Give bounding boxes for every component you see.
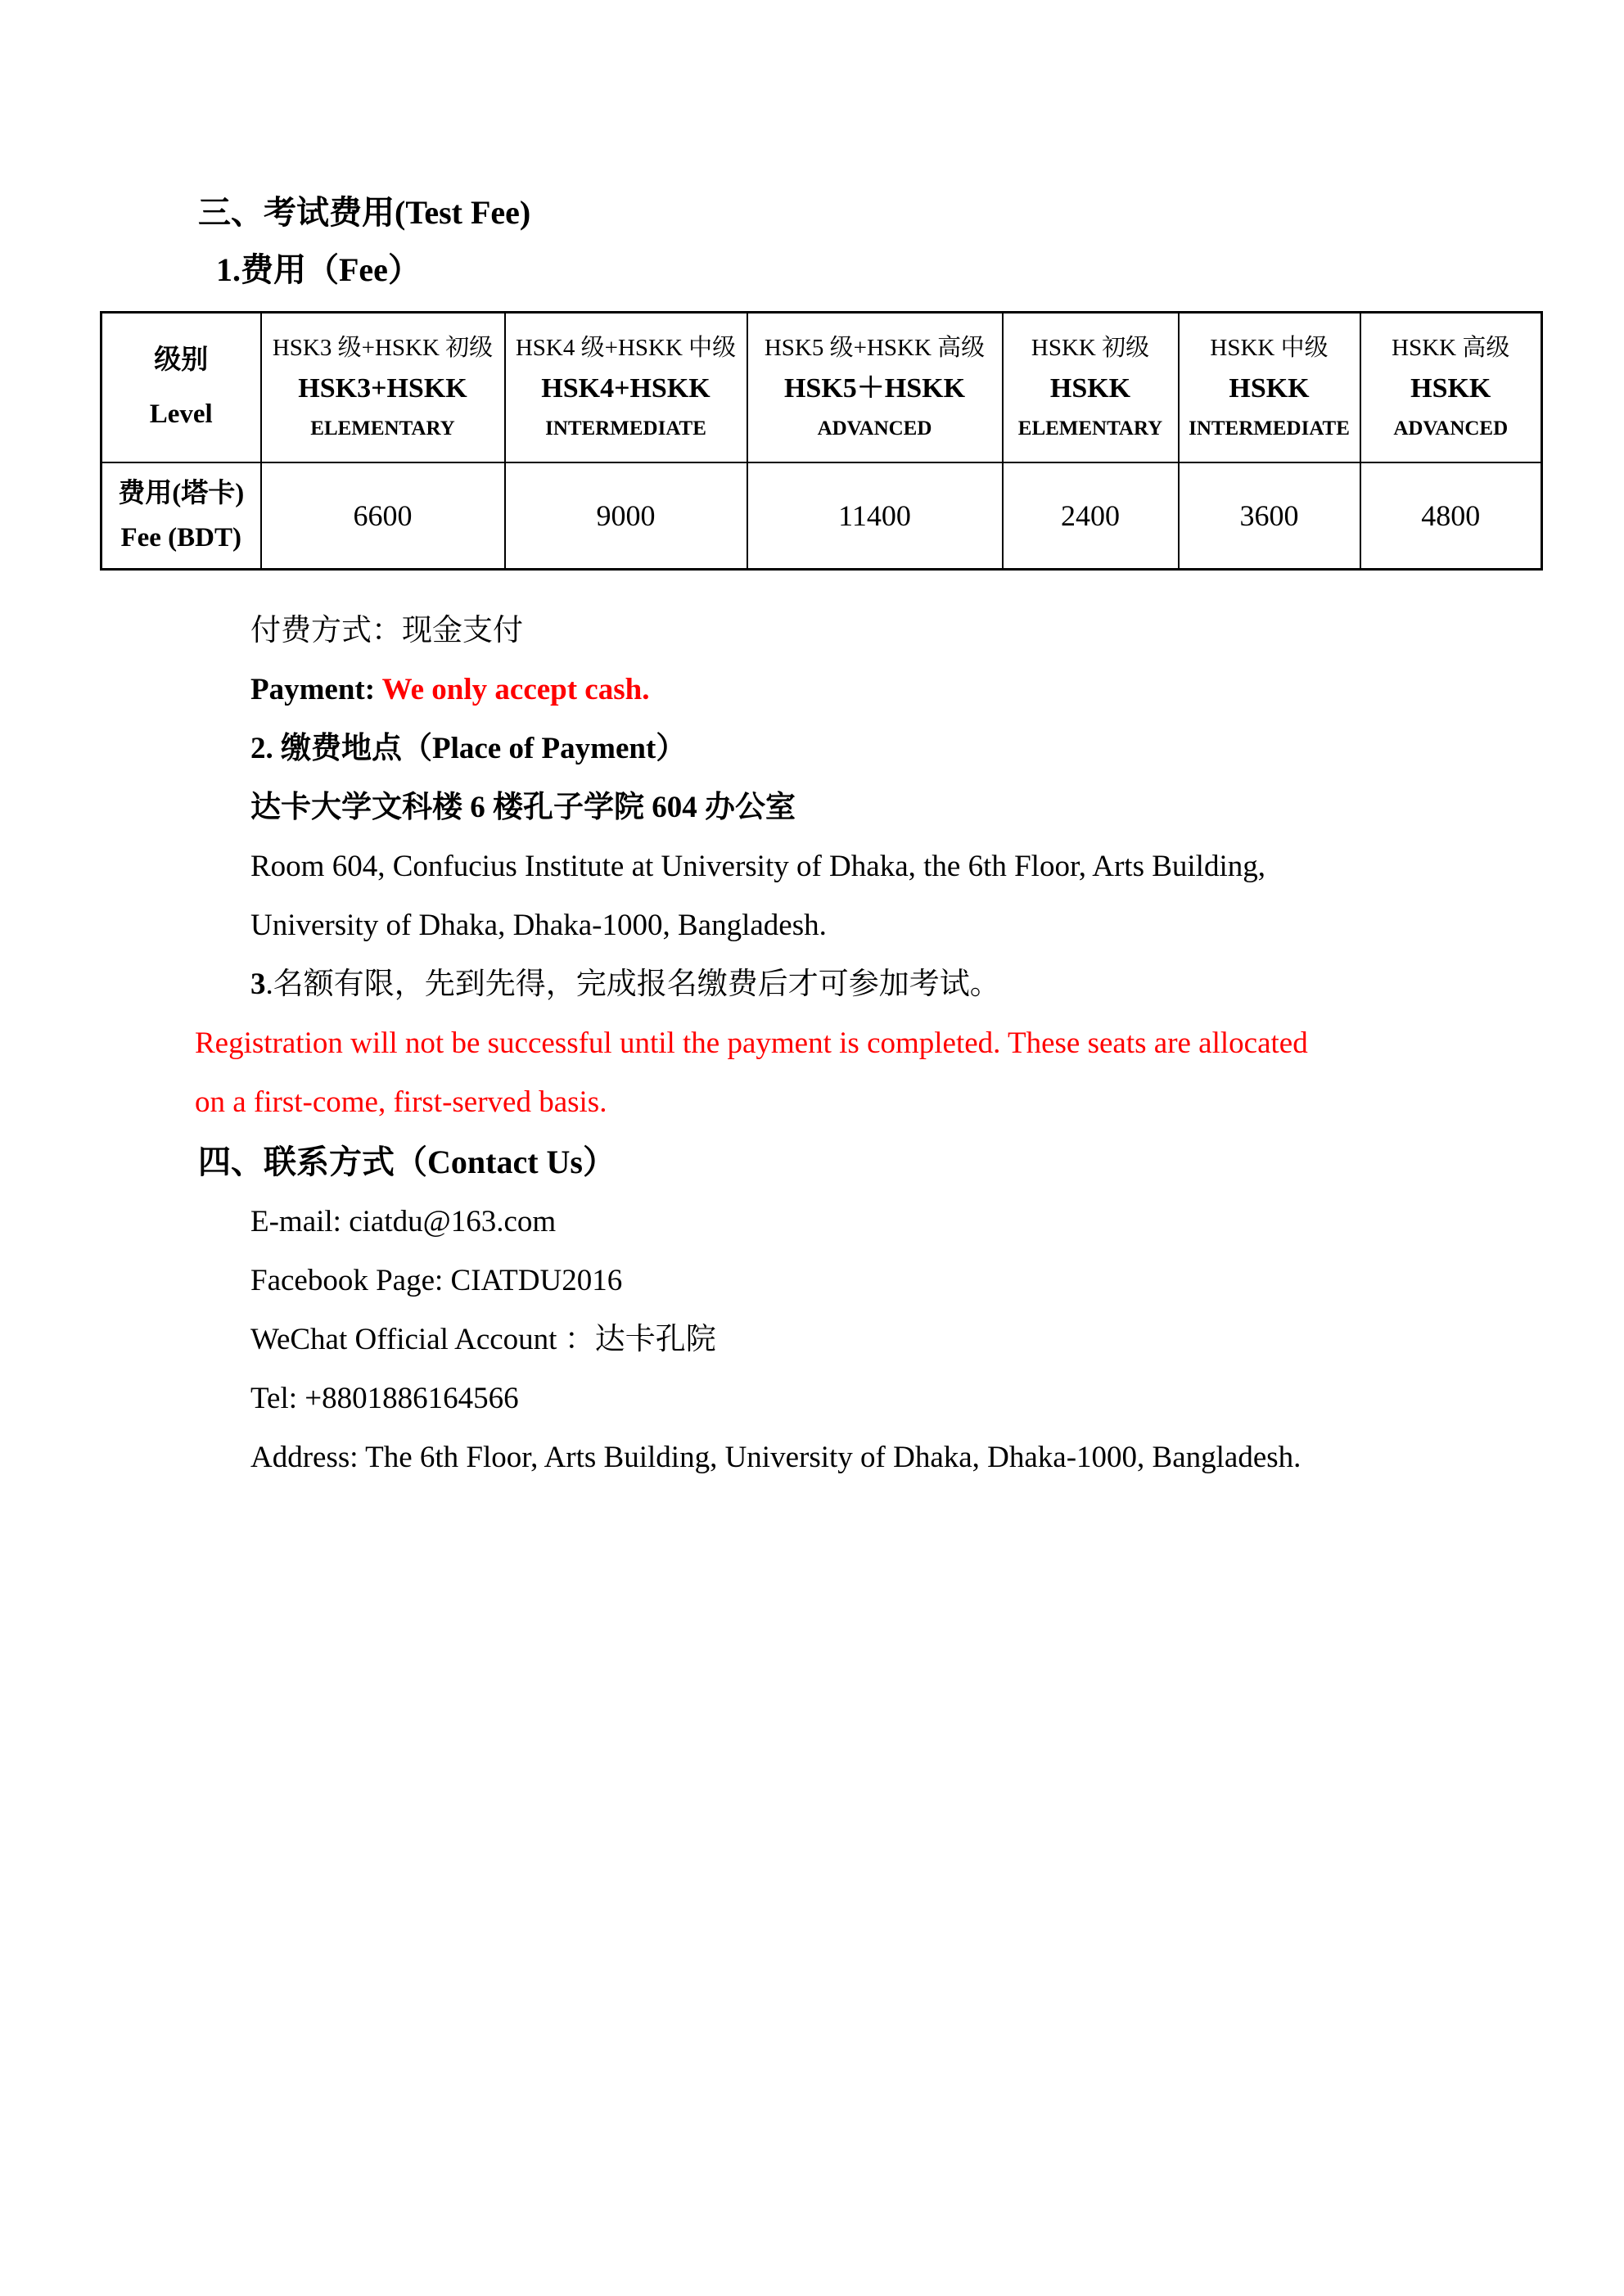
- seats-number-prefix: 3: [250, 968, 266, 1001]
- column-header-line2: HSKK: [1410, 373, 1491, 404]
- column-header-line3: ADVANCED: [1393, 417, 1509, 440]
- fee-value-cell: 2400: [1003, 462, 1179, 570]
- column-header-hsk4-hskk: [505, 313, 747, 462]
- contact-tel-line: Tel: +8801886164566: [250, 1382, 519, 1415]
- column-header-line1: HSK3 级+HSKK 初级: [272, 335, 494, 362]
- payment-cash-note: We only accept cash.: [381, 673, 650, 706]
- registration-warning-line2: on a first-come, first-served basis.: [195, 1085, 607, 1119]
- level-header-cell: [102, 313, 261, 462]
- level-label-zh: 级别: [154, 345, 209, 376]
- column-header-line2: HSK3+HSKK: [298, 373, 467, 404]
- fee-table-fee-row: [102, 462, 1542, 570]
- contact-wechat-line: WeChat Official Account ：达卡孔院: [250, 1323, 716, 1356]
- column-header-line2: HSKK: [1229, 373, 1310, 404]
- column-header-hskk-elementary: [1003, 313, 1179, 462]
- column-header-line2: HSK5＋HSKK: [783, 373, 966, 404]
- column-header-line2: HSK4+HSKK: [541, 373, 710, 404]
- payment-method-line: 付费方式：现金支付: [250, 614, 523, 647]
- section-heading-test-fee: 三、考试费用(Test Fee): [198, 194, 531, 231]
- fee-row-label-en: Fee (BDT): [120, 522, 242, 553]
- seats-limited-line: [250, 955, 1624, 1014]
- place-of-payment-heading: 2. 缴费地点（Place of Payment）: [250, 732, 687, 765]
- payment-label: Payment:: [250, 673, 382, 706]
- fee-row-label-cell: [102, 462, 261, 570]
- column-header-hskk-intermediate: [1179, 313, 1360, 462]
- payment-note-line: [250, 661, 1624, 719]
- fee-value-cell: 4800: [1360, 462, 1542, 570]
- place-of-payment-en-line1: Room 604, Confucius Institute at University of Dhaka, the 6th Floor, Arts Building,: [250, 850, 1265, 883]
- contact-facebook-line: Facebook Page: CIATDU2016: [250, 1264, 623, 1297]
- column-header-line3: INTERMEDIATE: [545, 417, 706, 440]
- column-header-hskk-advanced: [1360, 313, 1542, 462]
- column-header-line1: HSKK 高级: [1392, 335, 1510, 362]
- column-header-line3: ADVANCED: [817, 417, 932, 440]
- fee-value-cell: 6600: [261, 462, 505, 570]
- column-header-hsk5-hskk: [747, 313, 1003, 462]
- place-of-payment-en-line2: University of Dhaka, Dhaka-1000, Bangladesh.: [250, 909, 827, 942]
- column-header-line3: ELEMENTARY: [1017, 417, 1163, 440]
- section-heading-contact-us: 四、联系方式（Contact Us）: [198, 1143, 616, 1180]
- fee-table-header-row: [102, 313, 1542, 462]
- contact-address-line: Address: The 6th Floor, Arts Building, University of Dhaka, Dhaka-1000, Bangladesh.: [250, 1441, 1301, 1474]
- column-header-line1: HSK4 级+HSKK 中级: [515, 335, 737, 362]
- fee-value-cell: 11400: [747, 462, 1003, 570]
- column-header-line1: HSKK 初级: [1031, 335, 1150, 362]
- contact-email-line: E-mail: ciatdu@163.com: [250, 1205, 557, 1238]
- column-header-line1: HSKK 中级: [1210, 335, 1329, 362]
- fee-row-label-zh: 费用(塔卡): [118, 478, 245, 508]
- level-label-en: Level: [149, 399, 213, 430]
- fee-table: [100, 311, 1543, 571]
- column-header-line1: HSK5 级+HSKK 高级: [764, 335, 986, 362]
- fee-value-cell: 9000: [505, 462, 747, 570]
- column-header-line2: HSKK: [1049, 373, 1131, 404]
- subheading-fee: 1.费用（Fee）: [216, 251, 421, 288]
- place-of-payment-zh: 达卡大学文科楼 6 楼孔子学院 604 办公室: [250, 791, 796, 824]
- column-header-line3: ELEMENTARY: [310, 417, 455, 440]
- column-header-hsk3-hskk: [261, 313, 505, 462]
- column-header-line3: INTERMEDIATE: [1189, 417, 1350, 440]
- fee-value-cell: 3600: [1179, 462, 1360, 570]
- registration-warning-line1: Registration will not be successful until the payment is completed. These seats are allocated: [195, 1026, 1308, 1060]
- seats-limited-zh: .名额有限，先到先得，完成报名缴费后才可参加考试。: [265, 968, 1000, 1001]
